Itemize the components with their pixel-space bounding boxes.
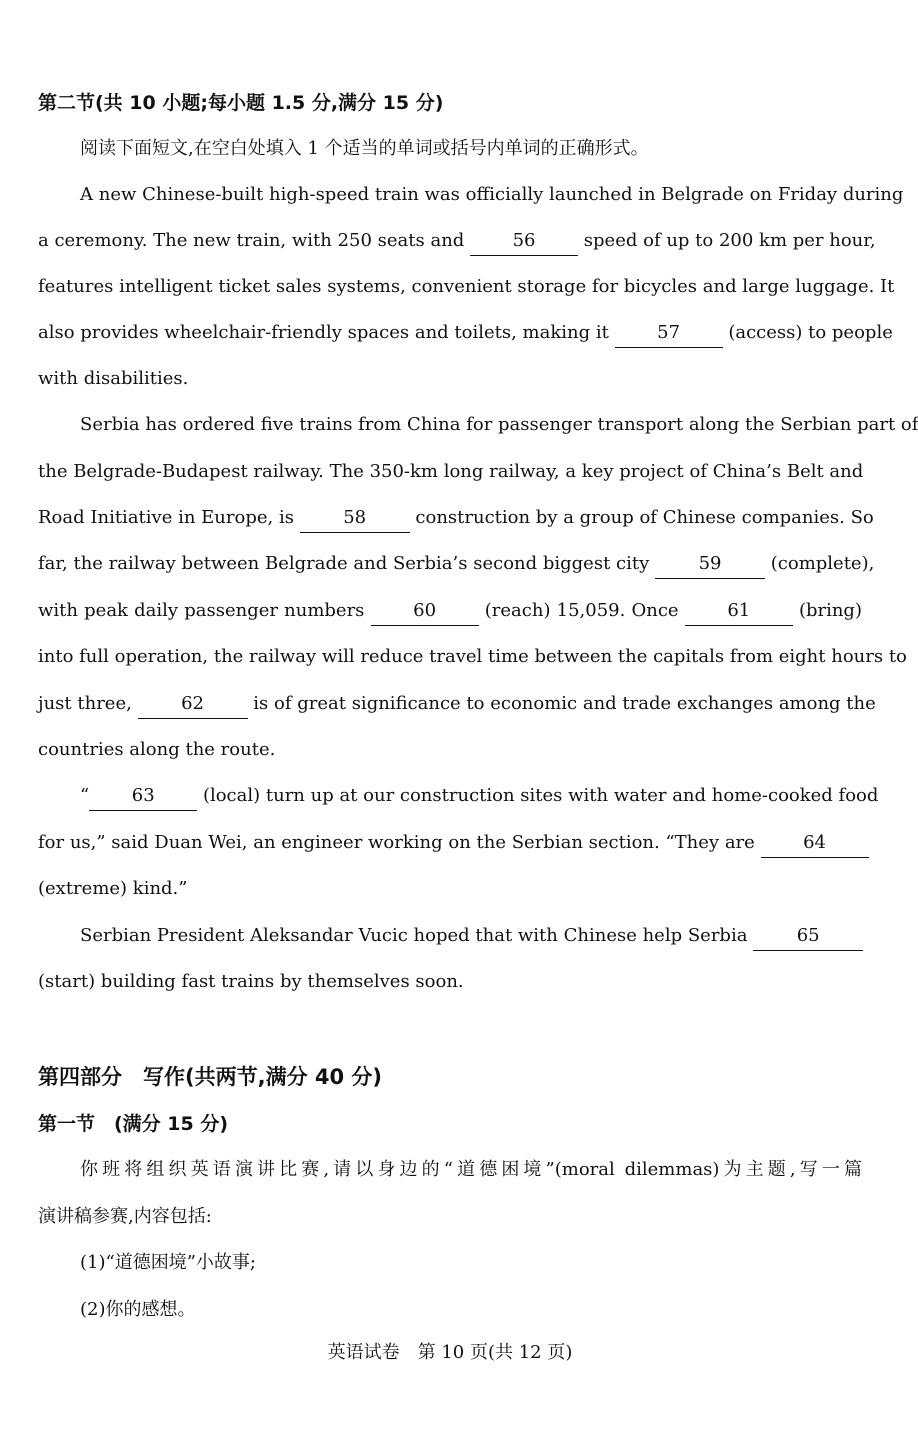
- section-heading: 第二节(共 10 小题;每小题 1.5 分,满分 15 分): [38, 92, 444, 114]
- passage-text: (complete),: [770, 553, 875, 574]
- blank-59: 59: [655, 552, 765, 579]
- passage-line: into full operation, the railway will reduce travel time between the capitals from eight hours to: [38, 646, 907, 667]
- passage-text: (access) to people: [728, 322, 893, 343]
- passage-text: a ceremony. The new train, with 250 seats and: [38, 230, 465, 251]
- blank-57: 57: [615, 321, 723, 348]
- passage-text: construction by a group of Chinese companies. So: [415, 507, 874, 528]
- passage-text: (bring): [798, 600, 862, 621]
- blank-61: 61: [685, 599, 793, 626]
- passage-line: [38, 596, 862, 626]
- section-heading: 第一节 (满分 15 分): [38, 1113, 229, 1135]
- blank-56: 56: [470, 229, 578, 256]
- passage-line: features intelligent ticket sales systems, convenient storage for bicycles and large luggage. It: [38, 276, 895, 297]
- passage-text: far, the railway between Belgrade and Serbia’s second biggest city: [38, 553, 650, 574]
- passage-line: [38, 318, 893, 348]
- instruction-text: 阅读下面短文,在空白处填入 1 个适当的单词或括号内单词的正确形式。: [80, 138, 649, 159]
- blank-63: 63: [89, 784, 197, 811]
- passage-line: the Belgrade-Budapest railway. The 350-km long railway, a key project of China’s Belt and: [38, 461, 864, 482]
- prompt-line: 演讲稿参赛,内容包括:: [38, 1206, 212, 1227]
- passage-line: countries along the route.: [38, 739, 276, 760]
- passage-line: with disabilities.: [38, 368, 189, 389]
- passage-text: speed of up to 200 km per hour,: [583, 230, 876, 251]
- blank-58: 58: [300, 506, 410, 533]
- passage-text: for us,” said Duan Wei, an engineer working on the Serbian section. “They are: [38, 832, 755, 853]
- passage-text: is of great significance to economic and trade exchanges among the: [253, 693, 876, 714]
- blank-65: 65: [753, 924, 863, 951]
- passage-text: “: [80, 785, 90, 806]
- passage-line: [38, 503, 874, 533]
- passage-line: (start) building fast trains by themselves soon.: [38, 971, 464, 992]
- passage-text: just three,: [38, 693, 132, 714]
- passage-line: [38, 828, 862, 858]
- passage-line: [38, 549, 875, 579]
- prompt-item: (2)你的感想。: [80, 1299, 196, 1320]
- blank-62: 62: [138, 692, 248, 719]
- passage-line: Serbia has ordered five trains from China for passenger transport along the Serbian part of: [80, 414, 918, 435]
- part-heading: 第四部分 写作(共两节,满分 40 分): [38, 1065, 383, 1089]
- prompt-item: (1)“道德困境”小故事;: [80, 1252, 256, 1273]
- passage-line: (extreme) kind.”: [38, 878, 188, 899]
- passage-line: [80, 781, 879, 811]
- page-footer: 英语试卷 第 10 页(共 12 页): [327, 1342, 573, 1363]
- passage-text: (local) turn up at our construction sites with water and home-cooked food: [202, 785, 879, 806]
- blank-60: 60: [371, 599, 479, 626]
- passage-line: [80, 921, 862, 951]
- passage-text: Road Initiative in Europe, is: [38, 507, 294, 528]
- passage-line: [38, 689, 876, 719]
- passage-text: also provides wheelchair-friendly spaces and toilets, making it: [38, 322, 609, 343]
- passage-line: [38, 226, 876, 256]
- passage-text: with peak daily passenger numbers: [38, 600, 365, 621]
- passage-line: A new Chinese-built high-speed train was officially launched in Belgrade on Friday during: [80, 184, 904, 205]
- passage-text: Serbian President Aleksandar Vucic hoped that with Chinese help Serbia: [80, 925, 748, 946]
- passage-text: (reach) 15,059. Once: [484, 600, 679, 621]
- prompt-line: 你班将组织英语演讲比赛,请以身边的“道德困境”(moral dilemmas)为主题,写一篇: [80, 1159, 862, 1180]
- blank-64: 64: [761, 831, 869, 858]
